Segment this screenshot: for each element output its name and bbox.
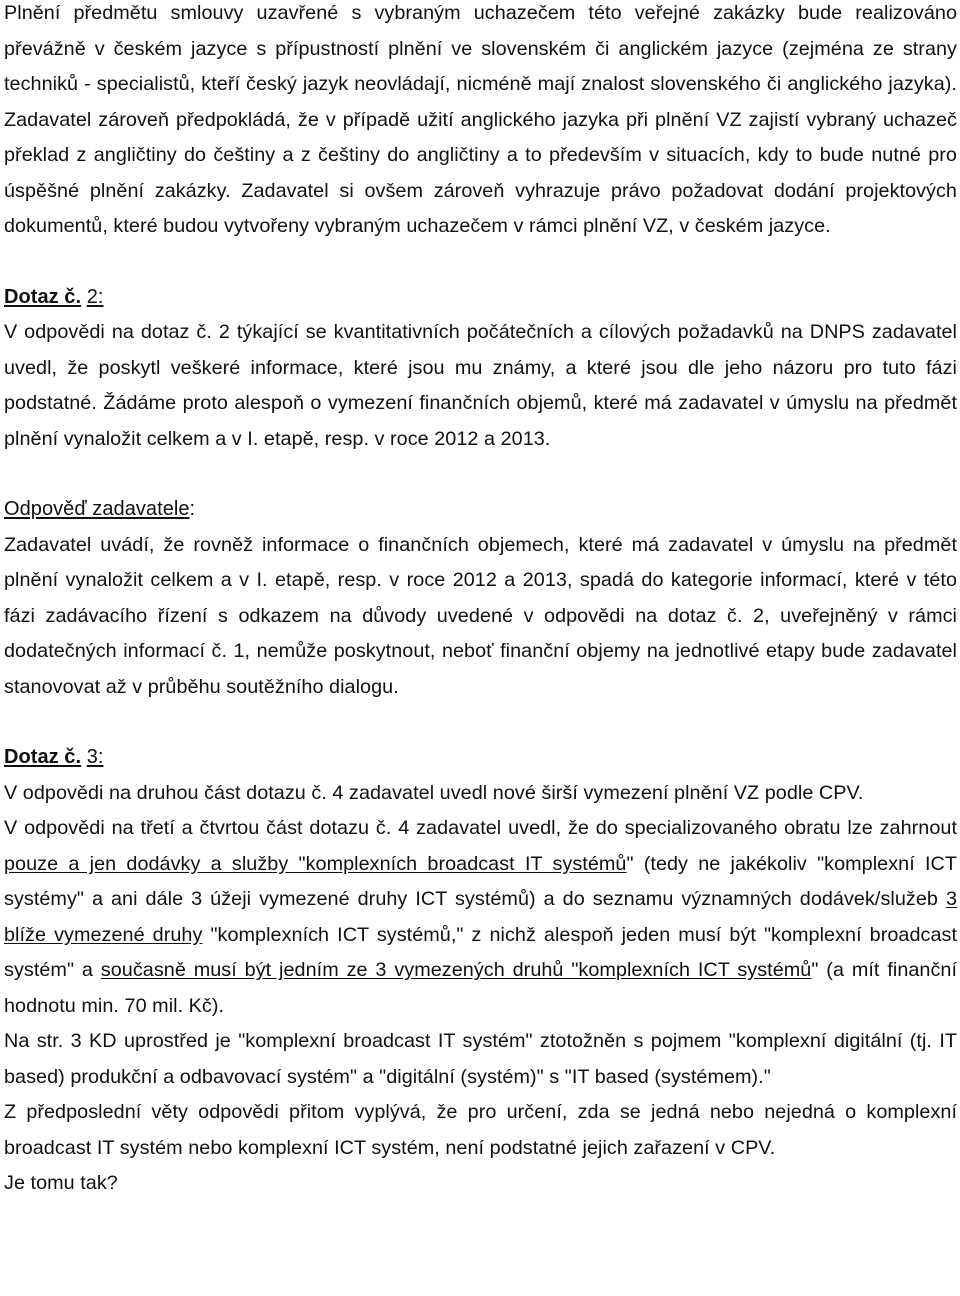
question-3-paragraph-4: Z předposlední věty odpovědi přitom vyplývá, že pro určení, zda se jedná nebo nejedná o komplexní broadcast IT systém nebo komplexní ICT systém, není podstatné jejich zařazení v CPV. <box>4 1101 957 1159</box>
question-2-text: V odpovědi na dotaz č. 2 týkající se kvantitativních počátečních a cílových požadavků na DNPS zadavatel uvedl, že poskytl veškeré informace, které jsou mu známy, a které jsou dle jeho názoru pro tuto fázi podstatné. Žádáme proto alespoň o vymezení finančních objemů, které má zadavatel v úmyslu na předmět plnění vynaložit celkem a v I. etapě, resp. v roce 2012 a 2013. <box>4 321 957 450</box>
question-2-heading-number: 2: <box>86 285 104 308</box>
spacer <box>4 705 957 740</box>
spacer <box>4 245 957 280</box>
question-3-p2-underline-2: 3 blíže vymezené druhy <box>4 888 957 946</box>
question-3-p2-text-a: V odpovědi na třetí a čtvrtou část dotazu č. 4 zadavatel uvedl, že do specializovaného obratu lze zahrnout <box>4 817 957 839</box>
question-3-line-1: V odpovědi na druhou část dotazu č. 4 zadavatel uvedl nové širší vymezení plnění VZ podle CPV. <box>4 781 864 804</box>
question-3-heading-number: 3: <box>86 746 104 768</box>
question-3-heading-word: Dotaz č. <box>4 746 82 768</box>
question-3-paragraph-5: Je tomu tak? <box>4 1172 118 1194</box>
paragraph-language-of-performance: Plnění předmětu smlouvy uzavřené s vybraným uchazečem této veřejné zakázky bude realizováno převážně v českém jazyce s přípustností plnění ve slovenském či anglickém jazyce (zejména ze strany techniků - specialistů, kteří český jazyk neovládají, nicméně mají znalost slovenského či anglického jazyka). Zadavatel zároveň předpokládá, že v případě užití anglického jazyka při plnění VZ zajistí vybraný uchazeč překlad z angličtiny do češtiny a z češtiny do angličtiny a to především v situacích, kdy to bude nutné pro úspěšné plnění zakázky. Zadavatel si ovšem zároveň vyhrazuje právo požadovat dodání projektových dokumentů, které budou vytvořeny vybraným uchazečem v rámci plnění VZ, v českém jazyce. <box>4 2 957 237</box>
document-page <box>4 0 957 1202</box>
question-3-paragraph-3: Na str. 3 KD uprostřed je "komplexní broadcast IT systém" ztotožněn s pojmem "komplexní digitální (tj. IT based) produkční a odbavovací systém" a "digitální (systém)" s "IT based (systémem)." <box>4 1030 957 1088</box>
question-2-heading-word: Dotaz č. <box>4 285 82 308</box>
question-3-p2-text-c: "komplexních ICT systémů," z nichž alespoň jeden musí být "komplexní broadcast systém" a <box>4 923 957 981</box>
question-3-p2-text-b: " (tedy ne jakékoliv "komplexní ICT systémy" a ani dále 3 úžeji vymezené druhy ICT systémů) a do seznamu významných dodávek/služeb <box>4 852 957 910</box>
question-3-p2-text-d: " (a mít finanční hodnotu min. 70 mil. Kč). <box>4 959 958 1017</box>
question-3-paragraph-2 <box>4 811 957 1024</box>
answer-2-heading <box>4 492 957 528</box>
spacer <box>4 457 957 492</box>
question-3-heading <box>4 740 957 776</box>
question-2-heading <box>4 280 957 316</box>
answer-2-text: Zadavatel uvádí, že rovněž informace o finančních objemech, které má zadavatel v úmyslu na předmět plnění vynaložit celkem a v I. etapě, resp. v roce 2012 a 2013, spadá do kategorie informací, které v této fázi zadávacího řízení s odkazem na důvody uvedené v odpovědi na dotaz č. 2, uveřejněný v rámci dodatečných informací č. 1, nemůže poskytnout, neboť finanční objemy na jednotlivé etapy bude zadavatel stanovovat až v průběhu soutěžního dialogu. <box>4 533 957 698</box>
question-3-p2-underline-1: pouze a jen dodávky a služby "komplexních broadcast IT systémů <box>4 852 627 875</box>
question-3-p2-underline-3: současně musí být jedním ze 3 vymezených druhů "komplexních ICT systémů <box>100 959 812 981</box>
answer-2-heading-colon: : <box>189 498 196 520</box>
answer-2-heading-label: Odpověď zadavatele <box>4 498 190 520</box>
